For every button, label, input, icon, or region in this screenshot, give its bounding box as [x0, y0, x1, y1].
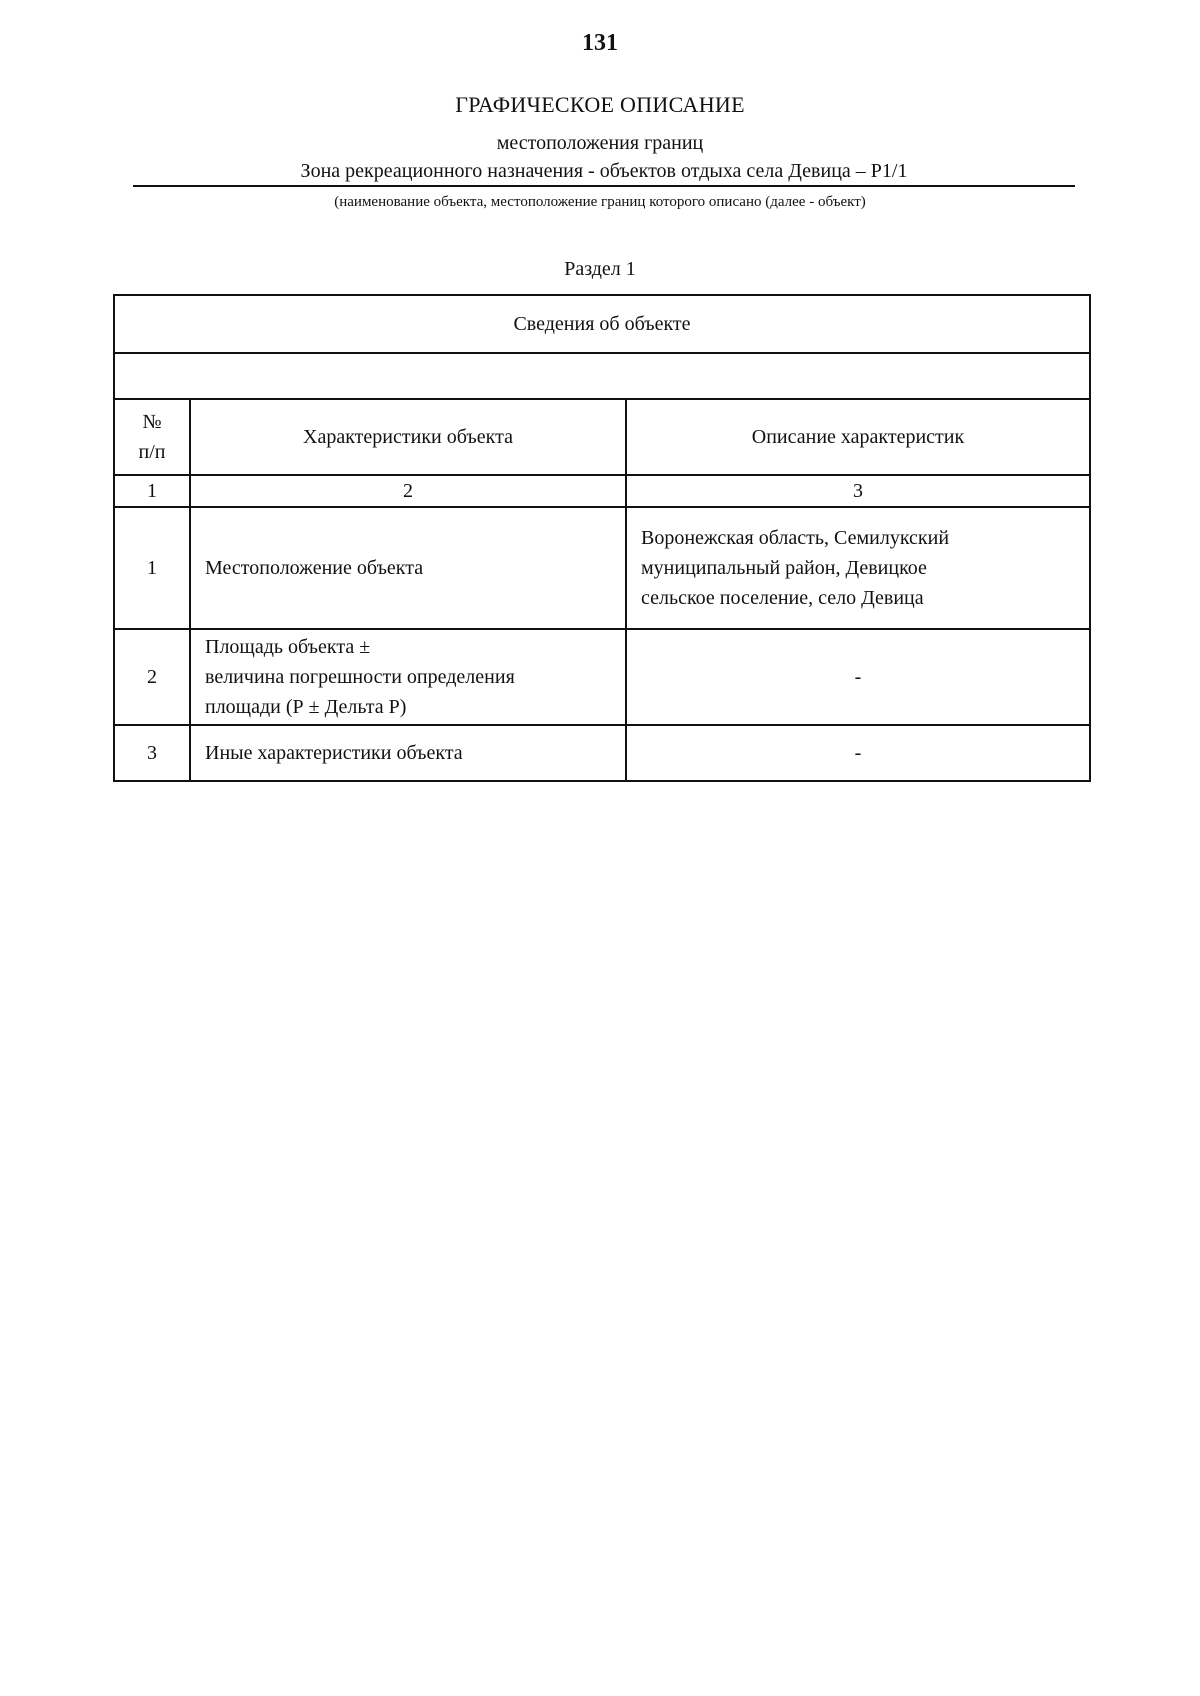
column-number-row	[114, 475, 1090, 507]
row-1-num: 1	[114, 507, 190, 629]
column-header-num	[114, 399, 190, 475]
row-1-characteristic: Местоположение объекта	[190, 507, 626, 629]
column-header-row	[114, 399, 1090, 475]
row-2-num: 2	[114, 629, 190, 725]
row-2-description: -	[626, 629, 1090, 725]
table-empty-row	[114, 353, 1090, 399]
row-2-characteristic	[190, 629, 626, 725]
row-3-description: -	[626, 725, 1090, 781]
row-2-characteristic-line: величина погрешности определения	[205, 666, 515, 688]
column-header-characteristics: Характеристики объекта	[190, 399, 626, 475]
row-2-characteristic-line: площади (Р ± Дельта Р)	[205, 696, 407, 718]
page-number: 131	[582, 30, 618, 56]
column-header-description: Описание характеристик	[626, 399, 1090, 475]
column-number-1: 1	[114, 475, 190, 507]
column-header-num-line1: №	[142, 411, 162, 433]
row-1-description	[626, 507, 1090, 629]
table-empty-cell	[114, 353, 1090, 399]
section-label: Раздел 1	[564, 258, 636, 280]
table-row	[114, 629, 1090, 725]
row-1-description-line: сельское поселение, село Девица	[641, 587, 924, 609]
table-row	[114, 725, 1090, 781]
row-1-description-line: Воронежская область, Семилукский	[641, 527, 950, 549]
row-3-characteristic: Иные характеристики объекта	[190, 725, 626, 781]
object-name-caption: (наименование объекта, местоположение границ которого описано (далее - объект)	[334, 194, 866, 210]
row-2-characteristic-line: Площадь объекта ±	[205, 636, 371, 658]
table-header: Сведения об объекте	[114, 295, 1090, 353]
table-header-row	[114, 295, 1090, 353]
column-number-3: 3	[626, 475, 1090, 507]
row-3-num: 3	[114, 725, 190, 781]
table-row	[114, 507, 1090, 629]
object-name: Зона рекреационного назначения - объектов отдыха села Девица – Р1/1	[133, 160, 1075, 187]
column-header-num-line2: п/п	[138, 441, 166, 463]
column-number-2: 2	[190, 475, 626, 507]
row-1-description-line: муниципальный район, Девицкое	[641, 557, 927, 579]
document-subtitle: местоположения границ	[496, 132, 704, 154]
object-info-table	[113, 294, 1091, 782]
document-title: ГРАФИЧЕСКОЕ ОПИСАНИЕ	[455, 92, 745, 117]
